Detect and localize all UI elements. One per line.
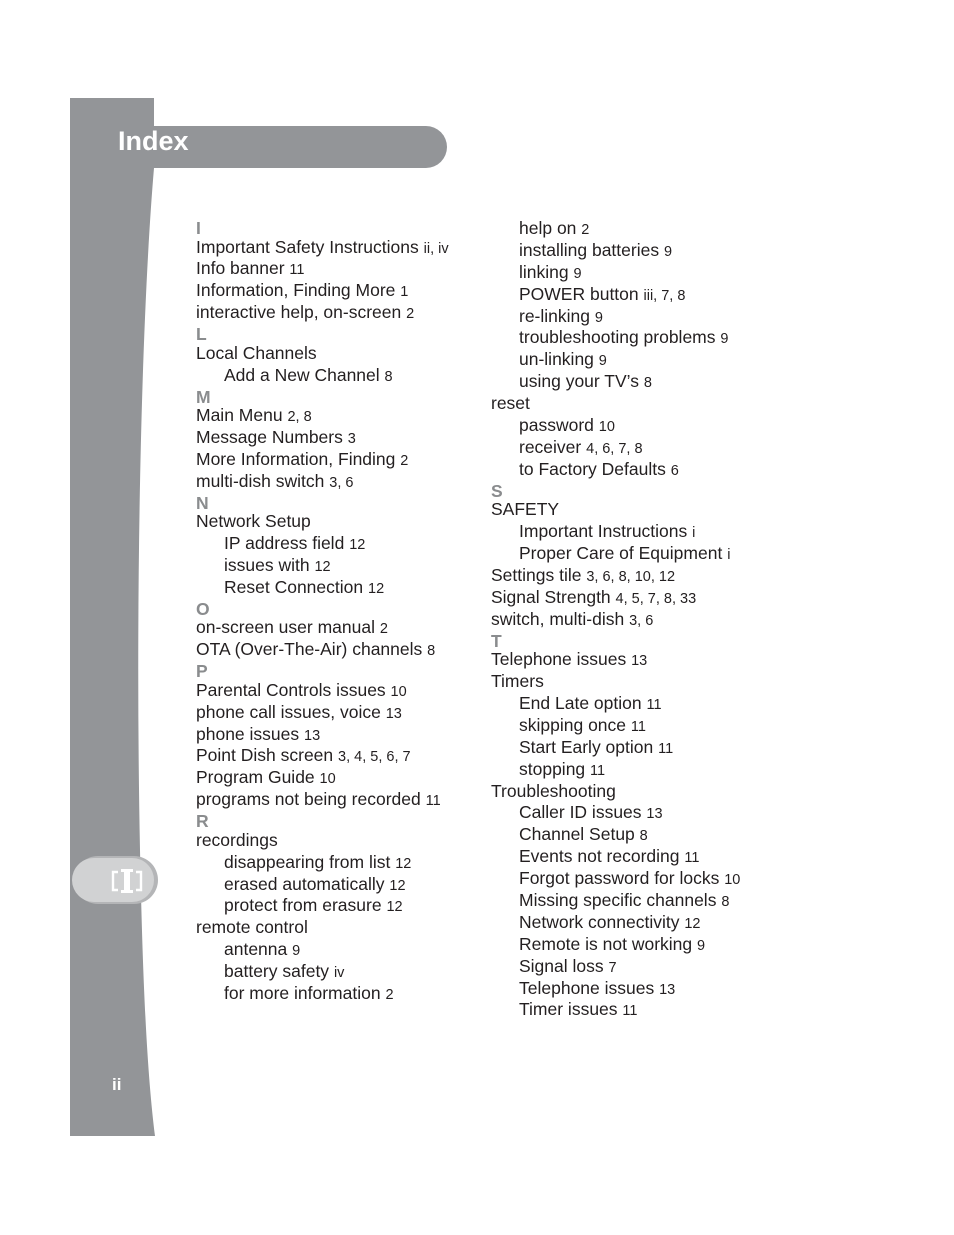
index-term: Signal loss	[519, 955, 604, 976]
index-subentry	[196, 533, 481, 555]
index-entry	[196, 237, 481, 259]
page-number: ii	[112, 1075, 122, 1094]
index-term: Add a New Channel	[224, 364, 380, 385]
index-page-refs: 3, 6	[629, 612, 654, 629]
index-term: un-linking	[519, 349, 594, 370]
index-entry	[196, 405, 481, 427]
index-subentry	[491, 956, 791, 978]
index-term: switch, multi-dish	[491, 608, 625, 629]
index-term: IP address field	[224, 533, 345, 554]
index-term: stopping	[519, 758, 586, 779]
index-page-refs: 3, 4, 5, 6, 7	[338, 749, 411, 766]
index-page-refs: 12	[389, 877, 406, 894]
index-page-refs: iv	[333, 965, 345, 982]
index-letter-heading: N	[196, 492, 209, 513]
index-term: reset	[491, 393, 530, 414]
index-subentry	[491, 240, 791, 262]
index-page-refs: 13	[659, 981, 676, 998]
index-entry	[196, 511, 481, 533]
index-subentry	[491, 306, 791, 328]
index-term: installing batteries	[519, 239, 660, 260]
index-term: End Late option	[519, 693, 642, 713]
index-term: Remote is not working	[519, 933, 693, 954]
index-letter-heading: P	[196, 661, 208, 682]
index-term: Signal Strength	[491, 586, 611, 607]
index-page-refs: 13	[646, 806, 663, 823]
index-term: Proper Care of Equipment	[519, 543, 723, 564]
index-page-refs: 6	[670, 462, 679, 479]
index-term: Important Safety Instructions	[196, 236, 419, 257]
index-page-refs: 9	[697, 937, 706, 954]
index-entry	[491, 499, 791, 521]
index-term: Parental Controls issues	[196, 679, 386, 700]
index-page-refs: 10	[724, 872, 741, 889]
index-entry	[491, 565, 791, 587]
index-page-refs: 8	[643, 375, 652, 392]
index-subentry	[491, 371, 791, 393]
index-subentry	[491, 327, 791, 349]
index-page-refs: 13	[304, 727, 321, 744]
index-term: battery safety	[224, 961, 330, 982]
index-term: Reset Connection	[224, 576, 364, 597]
index-entry	[196, 917, 481, 939]
index-subentry	[491, 437, 791, 459]
index-term: Troubleshooting	[491, 780, 616, 801]
index-subentry	[491, 543, 791, 565]
index-term: for more information	[224, 982, 381, 1003]
index-page-refs: 11	[289, 262, 305, 279]
index-term: on-screen user manual	[196, 617, 375, 638]
index-subentry	[491, 218, 791, 240]
index-term: Point Dish screen	[196, 745, 334, 766]
index-term: Start Early option	[519, 736, 654, 757]
index-page-refs: 11	[646, 697, 662, 713]
index-page-refs: 12	[314, 559, 331, 576]
index-subentry	[491, 415, 791, 437]
index-letter-heading: L	[196, 324, 207, 345]
index-term: Info banner	[196, 258, 285, 279]
index-term: Settings tile	[491, 564, 582, 585]
index-subentry	[491, 521, 791, 543]
index-page-refs: 12	[368, 580, 385, 597]
index-subentry	[491, 715, 791, 737]
index-term: disappearing from list	[224, 851, 391, 872]
index-entry	[491, 609, 791, 631]
index-entry	[196, 830, 481, 852]
index-page-refs: 2	[406, 306, 415, 323]
index-page-refs: 9	[598, 353, 607, 370]
index-subentry	[491, 868, 791, 890]
index-entry	[196, 617, 481, 639]
index-page-refs: 9	[292, 943, 301, 960]
index-page-refs: 3, 6, 8, 10, 12	[586, 568, 676, 585]
index-page-refs: 11	[630, 718, 646, 735]
index-term: remote control	[196, 917, 308, 938]
index-term: SAFETY	[491, 499, 560, 520]
index-term: Caller ID issues	[519, 802, 642, 823]
index-term: Local Channels	[196, 342, 317, 363]
index-page-refs: 8	[639, 828, 648, 845]
index-subentry	[491, 912, 791, 934]
index-term: OTA (Over-The-Air) channels	[196, 639, 423, 660]
index-term: interactive help, on-screen	[196, 302, 402, 323]
index-page-refs: 8	[384, 368, 393, 385]
index-page-refs: 11	[684, 850, 700, 867]
index-column-left	[196, 218, 481, 1005]
index-subentry	[491, 934, 791, 956]
index-entry	[491, 393, 791, 415]
index-term: protect from erasure	[224, 895, 382, 916]
index-term: re-linking	[519, 305, 590, 326]
index-page-refs: iii, 7, 8	[643, 287, 686, 304]
index-letter-heading: O	[196, 598, 210, 619]
index-page-refs: 13	[631, 653, 648, 670]
index-entry	[196, 789, 481, 811]
index-page-refs: 3, 6	[329, 474, 354, 491]
index-term: phone call issues, voice	[196, 701, 381, 722]
index-entry	[491, 671, 791, 693]
index-page-refs: 8	[427, 643, 436, 660]
index-page-refs: 12	[684, 915, 701, 932]
index-term: Timers	[491, 671, 544, 692]
index-page-refs: 9	[573, 265, 582, 282]
index-page-refs: 7	[608, 959, 617, 976]
index-term: Telephone issues	[519, 977, 655, 998]
index-subentry	[196, 983, 481, 1005]
index-term: receiver	[519, 436, 582, 457]
index-page-refs: 1	[400, 284, 409, 301]
index-letter-heading: M	[196, 386, 211, 407]
index-entry	[196, 724, 481, 746]
index-page-refs: 10	[319, 771, 336, 788]
index-term: recordings	[196, 829, 278, 850]
index-subentry	[491, 802, 791, 824]
index-entry	[196, 449, 481, 471]
index-page-refs: 2	[379, 621, 388, 638]
index-subentry	[491, 890, 791, 912]
index-subentry	[491, 978, 791, 1000]
index-subentry	[491, 846, 791, 868]
index-term: phone issues	[196, 723, 300, 744]
index-page-refs: 11	[658, 740, 674, 757]
index-subentry	[196, 555, 481, 577]
index-term: More Information, Finding	[196, 448, 396, 469]
index-page-refs: 12	[395, 855, 412, 872]
index-page-refs: 8	[721, 894, 730, 911]
index-page-refs: 13	[385, 705, 402, 722]
index-term: Information, Finding More	[196, 280, 396, 301]
index-term: multi-dish switch	[196, 470, 325, 491]
index-subentry	[491, 759, 791, 781]
index-entry	[196, 471, 481, 493]
index-page-refs: 11	[425, 793, 441, 810]
index-page-refs: 12	[386, 899, 403, 916]
index-page-refs: 4, 6, 7, 8	[586, 440, 643, 457]
index-page-refs: 2	[581, 222, 590, 238]
index-entry	[491, 781, 791, 803]
index-subentry	[491, 999, 791, 1021]
index-subentry	[196, 939, 481, 961]
index-page-refs: i	[692, 525, 696, 542]
index-entry	[196, 639, 481, 661]
book-index-icon	[110, 866, 144, 896]
index-letter-heading: T	[491, 630, 502, 651]
index-term: Message Numbers	[196, 427, 343, 448]
index-page-refs: 2	[385, 986, 394, 1003]
index-term: erased automatically	[224, 873, 385, 894]
index-term: using your TV’s	[519, 371, 639, 392]
index-entry	[196, 702, 481, 724]
index-term: Channel Setup	[519, 824, 635, 845]
index-page-refs: 3	[347, 431, 356, 448]
index-subentry	[491, 693, 791, 715]
index-term: Network Setup	[196, 511, 311, 532]
index-page-refs: 9	[663, 243, 673, 260]
index-subentry	[196, 895, 481, 917]
index-page-refs: 9	[594, 309, 603, 326]
index-subentry	[491, 349, 791, 371]
index-subentry	[491, 262, 791, 284]
index-page-refs: 10	[598, 419, 615, 436]
index-subentry	[491, 737, 791, 759]
index-page-refs: 9	[720, 331, 729, 348]
index-entry	[196, 280, 481, 302]
index-letter-heading: R	[196, 811, 209, 832]
index-page-refs: 10	[390, 683, 407, 700]
index-term: linking	[519, 261, 569, 282]
index-term: Forgot password for locks	[519, 868, 720, 889]
page-title: Index	[118, 126, 189, 156]
index-term: Network connectivity	[519, 911, 680, 932]
index-page-refs: 12	[349, 537, 366, 554]
index-term: to Factory Defaults	[519, 458, 666, 479]
index-entry	[196, 745, 481, 767]
index-term: Important Instructions	[519, 521, 688, 542]
index-term: programs not being recorded	[196, 789, 421, 810]
index-entry	[491, 649, 791, 671]
index-term: Timer issues	[519, 999, 618, 1020]
index-term: issues with	[224, 555, 310, 576]
index-term: troubleshooting problems	[519, 327, 716, 348]
index-column-right	[491, 218, 791, 1021]
index-letter-heading: I	[196, 218, 201, 238]
sidebar-strip	[70, 98, 155, 1136]
index-entry	[196, 302, 481, 324]
index-term: Main Menu	[196, 405, 283, 426]
index-subentry	[491, 824, 791, 846]
index-page-refs: i	[727, 547, 731, 564]
index-subentry	[196, 577, 481, 599]
index-letter-heading: S	[491, 480, 503, 501]
index-term: Telephone issues	[491, 649, 627, 670]
index-term: skipping once	[519, 714, 627, 735]
index-term: Program Guide	[196, 767, 315, 788]
index-page-refs: 11	[590, 762, 606, 779]
index-entry	[196, 258, 481, 280]
index-term: help on	[519, 218, 577, 238]
index-entry	[196, 427, 481, 449]
index-entry	[196, 343, 481, 365]
index-term: Missing specific channels	[519, 890, 717, 911]
index-page-refs: ii, iv	[423, 240, 449, 257]
index-page-refs: 2, 8	[287, 409, 312, 426]
index-term: Events not recording	[519, 846, 680, 867]
index-term: antenna	[224, 939, 288, 960]
index-subentry	[491, 284, 791, 306]
index-page-refs: 4, 5, 7, 8, 33	[615, 590, 697, 607]
index-term: password	[519, 415, 594, 436]
index-subentry	[196, 874, 481, 896]
index-entry	[491, 587, 791, 609]
index-subentry	[196, 365, 481, 387]
index-subentry	[196, 852, 481, 874]
index-entry	[196, 767, 481, 789]
index-term: POWER button	[519, 283, 639, 304]
index-subentry	[196, 961, 481, 983]
index-subentry	[491, 459, 791, 481]
index-page-refs: 11	[622, 1003, 638, 1020]
index-page-refs: 2	[400, 452, 409, 469]
index-entry	[196, 680, 481, 702]
